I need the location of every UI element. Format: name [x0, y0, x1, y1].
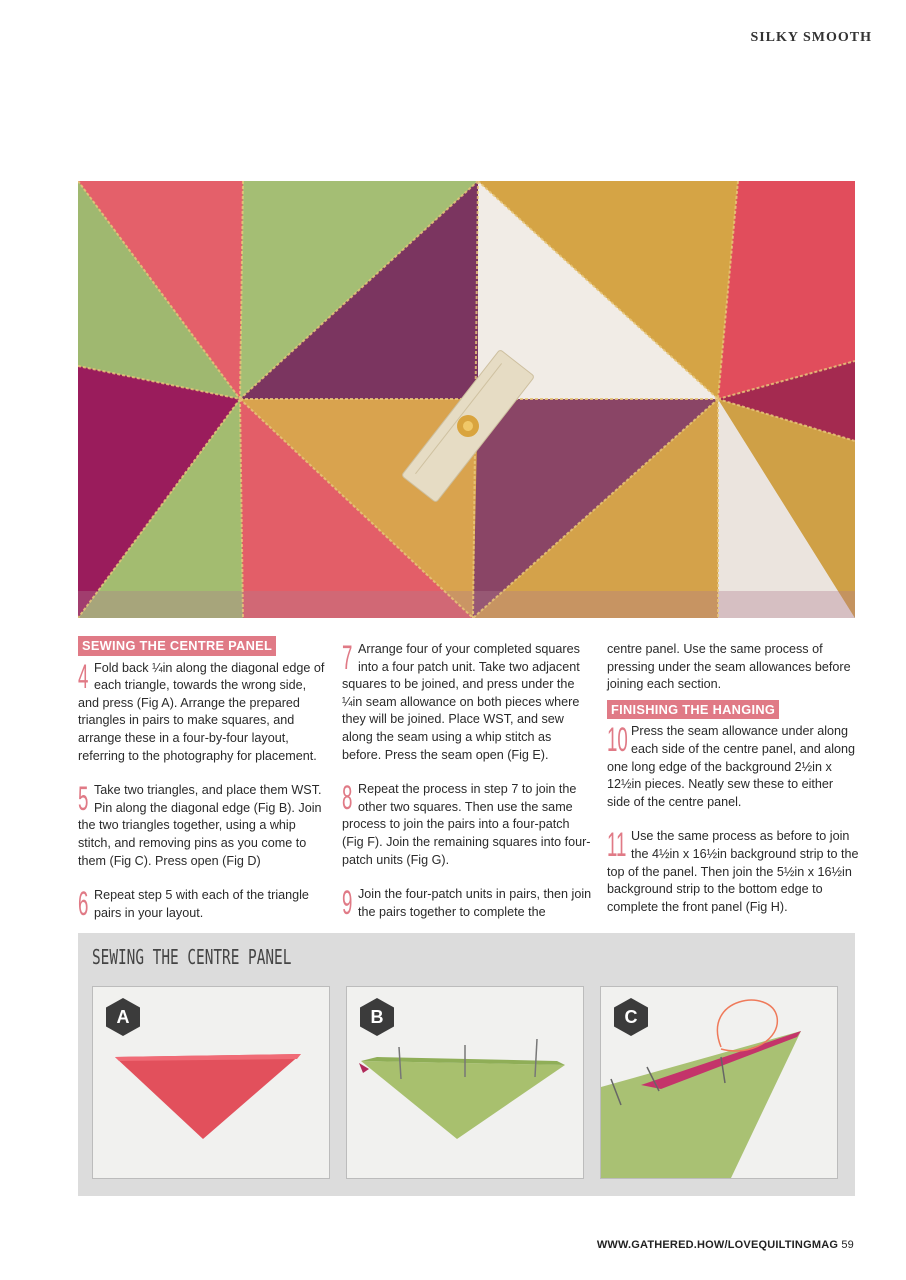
step-5: 5 Take two triangles, and place them WST. Pin along the diagonal edge (Fig B). Join the two triangles together, using a whip stitch, and removing pins as you come to them (Fig C). Press open (Fig D)	[78, 780, 322, 868]
column-2	[342, 641, 594, 938]
figure-c-badge: C	[611, 997, 651, 1037]
figure-a-badge: A	[103, 997, 143, 1037]
step-11: 11 Use the same process as before to join the 4½in x 16½in background strip to the top of the panel. Then join the 5½in x 16½in background strip to the bottom edge to complete the front panel (Fig H).	[607, 826, 859, 914]
section-heading: FINISHING THE HANGING	[607, 700, 779, 720]
figure-b-badge: B	[357, 997, 397, 1037]
column-1	[78, 636, 330, 939]
figure-c	[600, 986, 838, 1179]
footer	[597, 1239, 854, 1251]
running-head: SILKY SMOOTH	[750, 30, 872, 45]
step-10: 10 Press the seam allowance under along each side of the centre panel, and along one long edge of the background 2½in x 12½in pieces. Neatly sew these to either side of the centre panel.	[607, 721, 856, 809]
quilt-photo	[78, 181, 855, 618]
figure-panel	[78, 933, 855, 1196]
figure-b	[346, 986, 584, 1179]
footer-url: WWW.GATHERED.HOW/LOVEQUILTINGMAG	[596, 1239, 839, 1251]
step-8: 8 Repeat the process in step 7 to join the other two squares. Then use the same process to join the pairs into a four-patch (Fig F). Join the remaining squares into four-patch units (Fig G).	[342, 779, 591, 867]
figure-panel-title: SEWING THE CENTRE PANEL	[92, 945, 292, 969]
step-4: 4 Fold back ¼in along the diagonal edge of each triangle, towards the wrong side, and press (Fig A). Arrange the prepared triangles in pairs to make squares, and arrange these in a four-by-four layout, referring to the photography for placement.	[78, 657, 325, 763]
step-9-continuation: centre panel. Use the same process of pressing under the seam allowances before joining each section.	[607, 642, 851, 692]
page-number: 59	[841, 1239, 854, 1251]
step-6: 6 Repeat step 5 with each of the triangle pairs in your layout.	[78, 885, 309, 924]
step-7: 7 Arrange four of your completed squares into a four patch unit. Take two adjacent squares to be joined, and press under the ¼in seam allowance on both pieces where they will be joined. Place WST, and sew along the seam using a whip stitch as before. Press the seam open (Fig E).	[342, 639, 580, 762]
section-heading: SEWING THE CENTRE PANEL	[78, 636, 276, 656]
step-9: 9 Join the four-patch units in pairs, then join the pairs together to complete the	[342, 884, 592, 923]
figure-a	[92, 986, 330, 1179]
column-3	[607, 641, 859, 933]
